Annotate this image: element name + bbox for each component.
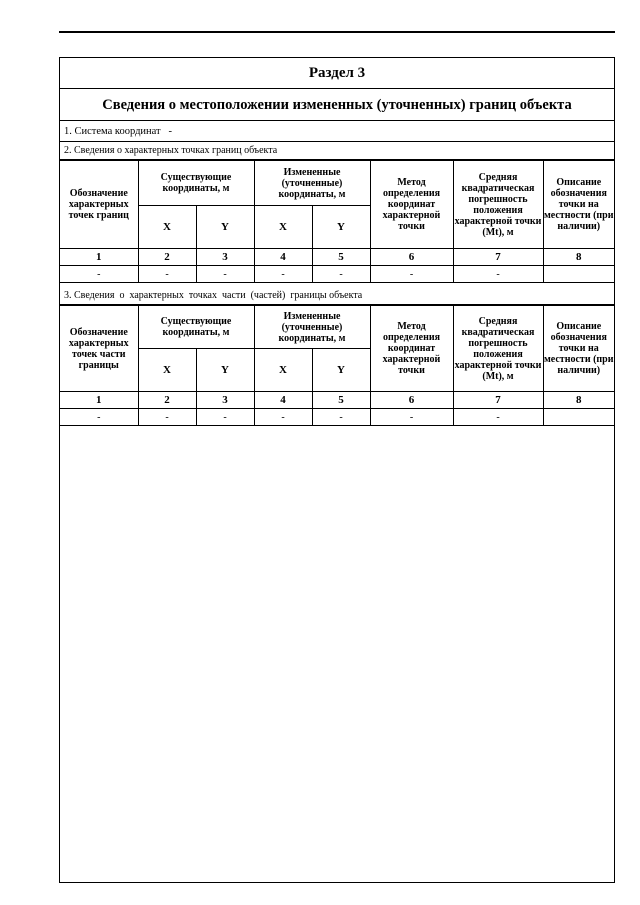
table-cell: - <box>254 409 312 426</box>
section-frame <box>59 57 615 883</box>
column-number: 7 <box>453 249 543 266</box>
part-points-caption: 3. Сведения о характерных точках части (частей) границы объекта <box>60 288 614 305</box>
table-row <box>60 266 614 283</box>
header-changed-coords: Измененные (уточненные) координаты, м <box>254 306 370 349</box>
table-cell: - <box>60 409 138 426</box>
header-changed-y: Y <box>312 206 370 249</box>
table-cell: - <box>196 409 254 426</box>
header-method: Метод определения координат характерной точки <box>370 306 453 392</box>
column-number: 1 <box>60 392 138 409</box>
header-designation: Обозначение характерных точек границ <box>60 161 138 249</box>
table-cell: - <box>370 409 453 426</box>
header-changed-x: X <box>254 349 312 392</box>
column-number: 4 <box>254 249 312 266</box>
object-title: Сведения о местоположении измененных (уточненных) границ объекта <box>60 89 614 121</box>
header-changed-coords: Измененные (уточненные) координаты, м <box>254 161 370 206</box>
header-designation: Обозначение характерных точек части границы <box>60 306 138 392</box>
column-number: 8 <box>543 392 614 409</box>
coordinate-system-row <box>60 121 614 142</box>
table-cell: - <box>370 266 453 283</box>
table-cell <box>543 266 614 283</box>
column-number-row <box>60 392 614 409</box>
table-cell <box>543 409 614 426</box>
header-description: Описание обозначения точки на местности (при наличии) <box>543 161 614 249</box>
header-changed-y: Y <box>312 349 370 392</box>
table-cell: - <box>453 409 543 426</box>
column-number: 6 <box>370 392 453 409</box>
header-existing-x: X <box>138 206 196 249</box>
column-number: 5 <box>312 392 370 409</box>
header-existing-coords: Существующие координаты, м <box>138 306 254 349</box>
header-existing-x: X <box>138 349 196 392</box>
header-existing-coords: Существующие координаты, м <box>138 161 254 206</box>
header-existing-y: Y <box>196 349 254 392</box>
table-cell: - <box>138 266 196 283</box>
table-row <box>60 409 614 426</box>
column-number: 8 <box>543 249 614 266</box>
table-cell: - <box>60 266 138 283</box>
header-method: Метод определения координат характерной точки <box>370 161 453 249</box>
header-description: Описание обозначения точки на местности (при наличии) <box>543 306 614 392</box>
section-title: Раздел 3 <box>60 58 614 89</box>
column-number: 6 <box>370 249 453 266</box>
points-caption: 2. Сведения о характерных точках границ объекта <box>60 143 614 160</box>
table-cell: - <box>196 266 254 283</box>
column-number: 3 <box>196 392 254 409</box>
column-number: 5 <box>312 249 370 266</box>
column-number: 4 <box>254 392 312 409</box>
header-accuracy: Средняя квадратическая погрешность положения характерной точки (Mt), м <box>453 306 543 392</box>
table-cell: - <box>312 266 370 283</box>
header-accuracy: Средняя квадратическая погрешность положения характерной точки (Mt), м <box>453 161 543 249</box>
column-number: 2 <box>138 249 196 266</box>
column-number: 7 <box>453 392 543 409</box>
table-cell: - <box>453 266 543 283</box>
table-cell: - <box>254 266 312 283</box>
characteristic-points-table <box>60 160 614 283</box>
coordinate-system-label: 1. Система координат <box>64 126 161 137</box>
header-changed-x: X <box>254 206 312 249</box>
table-cell: - <box>312 409 370 426</box>
table-cell: - <box>138 409 196 426</box>
column-number-row <box>60 249 614 266</box>
coordinate-system-value: - <box>168 126 173 137</box>
column-number: 3 <box>196 249 254 266</box>
column-number: 2 <box>138 392 196 409</box>
top-rule <box>59 31 615 33</box>
part-points-table <box>60 305 614 426</box>
column-number: 1 <box>60 249 138 266</box>
header-existing-y: Y <box>196 206 254 249</box>
